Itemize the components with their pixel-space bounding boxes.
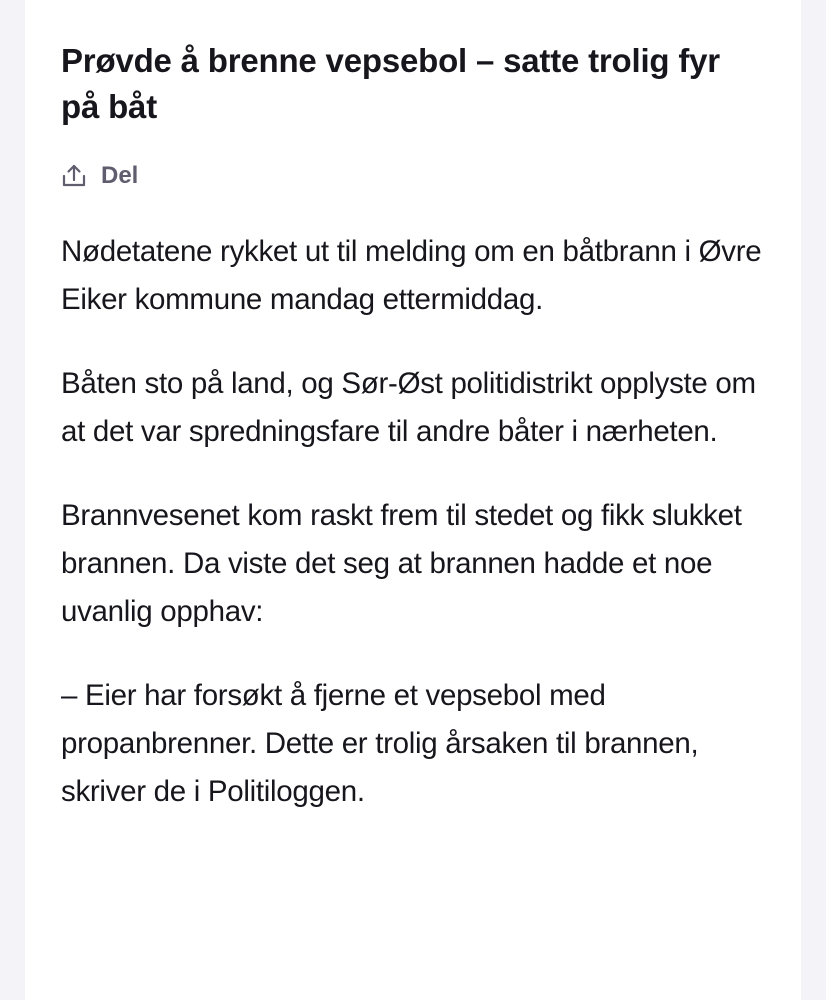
article-card (25, 0, 801, 1000)
share-label: Del (101, 162, 139, 189)
article-paragraph: Nødetatene rykket ut til melding om en båtbrann i Øvre Eiker kommune mandag ettermiddag. (61, 235, 762, 316)
share-button[interactable] (59, 158, 138, 194)
article-paragraph: – Eier har forsøkt å fjerne et vepsebol med propanbrenner. Dette er trolig årsaken til brannen, skriver de i Politiloggen. (61, 679, 699, 808)
article-title: Prøvde å brenne vepsebol – satte trolig fyr på båt (61, 42, 720, 125)
article-paragraph: Brannvesenet kom raskt frem til stedet og fikk slukket brannen. Da viste det seg at brannen hadde et noe uvanlig opphav: (61, 499, 742, 628)
article-body (61, 228, 781, 852)
article-paragraph: Båten sto på land, og Sør-Øst politidistrikt opplyste om at det var spredningsfare til andre båter i nærheten. (61, 367, 756, 448)
share-icon (59, 161, 89, 191)
